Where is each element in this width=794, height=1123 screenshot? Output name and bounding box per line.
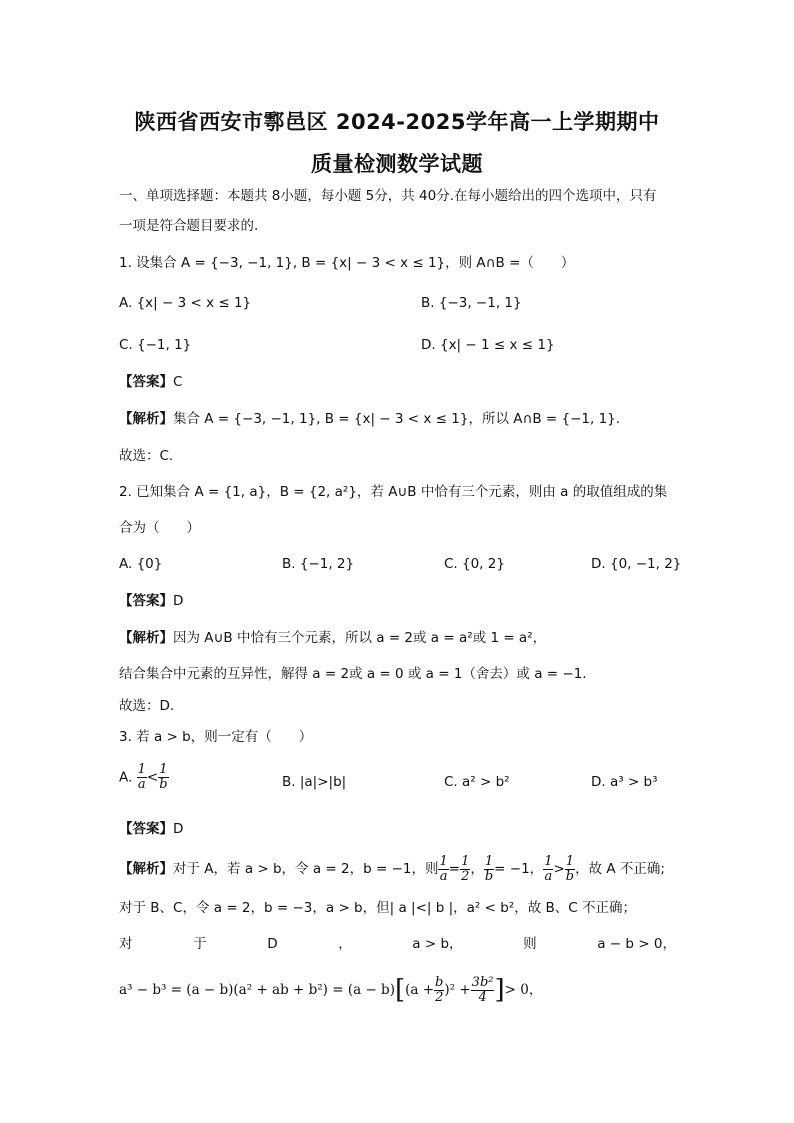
- q3-option-a: A. $\frac{1}{a}$ < $\frac{1}{b}$: [119, 762, 168, 792]
- q2-option-a: A. {0}: [119, 556, 163, 572]
- fraction: $\frac{1}{2}$: [461, 853, 470, 884]
- section-heading-cont: 一项是符合题目要求的.: [119, 218, 259, 234]
- analysis-label: 【解析】: [119, 861, 173, 877]
- q2-option-c: C. {0, 2}: [444, 556, 505, 572]
- q2-stem-cont: 合为（ ）: [119, 520, 200, 536]
- section-heading: 一、单项选择题：本题共 8小题，每小题 5分，共 40分.在每小题给出的四个选项中，只有: [119, 188, 657, 204]
- q3-option-c: C. a² > b²: [444, 774, 510, 790]
- option-label: A.: [119, 769, 133, 786]
- fraction: $\frac{1}{b}$: [484, 853, 494, 884]
- fraction: $\frac{1}{b}$: [159, 762, 168, 792]
- q2-answer: [119, 591, 676, 611]
- analysis-label: 【解析】: [119, 630, 173, 646]
- page-title: 陕西省西安市鄠邑区 2024-2025学年高一上学期期中: [134, 110, 660, 134]
- answer-label: 【答案】: [119, 374, 173, 390]
- fraction: $\frac{1}{a}$: [544, 853, 553, 884]
- q3-analysis-d: a³ − b³ = (a − b)(a² + ab + b²) = (a − b)[(a + $\frac{b}{2}$ )² + $\frac{\text{3b²}}{4}$ ]> 0，: [119, 974, 543, 1005]
- q3-answer: [119, 819, 676, 839]
- q1-option-c: C. {−1, 1}: [119, 337, 192, 353]
- answer-value: D: [173, 821, 184, 837]
- answer-value: D: [173, 593, 184, 609]
- q2-analysis-cont: 结合集合中元素的互异性，解得 a = 2或 a = 0 或 a = 1（舍去）或 a = −1.: [119, 666, 587, 682]
- q3-analysis-b: 对于 B、C，令 a = 2，b = −3，a > b，但| a |<| b |，a² < b²，故 B、C 不正确；: [119, 900, 636, 916]
- q2-conclusion: 故选：D.: [119, 698, 175, 714]
- answer-label: 【答案】: [119, 593, 173, 609]
- q3-analysis-c: 对 于 D ， a > b， 则 a − b > 0，: [119, 936, 676, 952]
- q3-stem: 3. 若 a > b，则一定有（ ）: [119, 729, 313, 745]
- q1-option-b: B. {−3, −1, 1}: [421, 295, 522, 311]
- q1-analysis: [119, 409, 676, 429]
- fraction: $\frac{1}{a}$: [137, 762, 146, 792]
- answer-label: 【答案】: [119, 821, 173, 837]
- page-subtitle: 质量检测数学试题: [311, 152, 483, 176]
- fraction: $\frac{b}{2}$: [435, 974, 444, 1005]
- fraction: $\frac{\text{3b²}}{4}$: [471, 974, 494, 1005]
- q2-stem: 2. 已知集合 A = {1, a}，B = {2, a²}，若 A∪B 中恰有三个元素，则由 a 的取值组成的集: [119, 484, 668, 500]
- q2-option-b: B. {−1, 2}: [282, 556, 355, 572]
- q1-option-d: D. {x| − 1 ≤ x ≤ 1}: [421, 337, 555, 353]
- q2-analysis: [119, 628, 676, 648]
- q3-analysis: 【解析】对于 A，若 a > b，令 a = 2，b = −1，则 $\frac{1}{a}$ = $\frac{1}{2}$ ， $\frac{1}{b}$ = −1， $\frac{1}{a}$ > $\frac{1}{b}$ ，故 A 不正确;: [119, 853, 665, 884]
- analysis-text: 因为 A∪B 中恰有三个元素，所以 a = 2或 a = a²或 1 = a²，: [173, 630, 547, 646]
- q3-option-b: B. |a|>|b|: [282, 774, 347, 790]
- q1-conclusion: 故选：C.: [119, 448, 174, 464]
- q2-option-d: D. {0, −1, 2}: [591, 556, 682, 572]
- analysis-text: 集合 A = {−3, −1, 1}, B = {x| − 3 < x ≤ 1}，所以 A∩B = {−1, 1}.: [173, 411, 621, 427]
- analysis-label: 【解析】: [119, 411, 173, 427]
- q1-stem: 1. 设集合 A = {−3, −1, 1}, B = {x| − 3 < x ≤ 1}，则 A∩B =（ ）: [119, 255, 575, 271]
- q1-option-a: A. {x| − 3 < x ≤ 1}: [119, 295, 252, 311]
- fraction: $\frac{1}{a}$: [439, 853, 448, 884]
- q1-answer: [119, 372, 676, 392]
- answer-value: C: [173, 374, 183, 390]
- q3-option-d: D. a³ > b³: [591, 774, 658, 790]
- fraction: $\frac{1}{b}$: [565, 853, 575, 884]
